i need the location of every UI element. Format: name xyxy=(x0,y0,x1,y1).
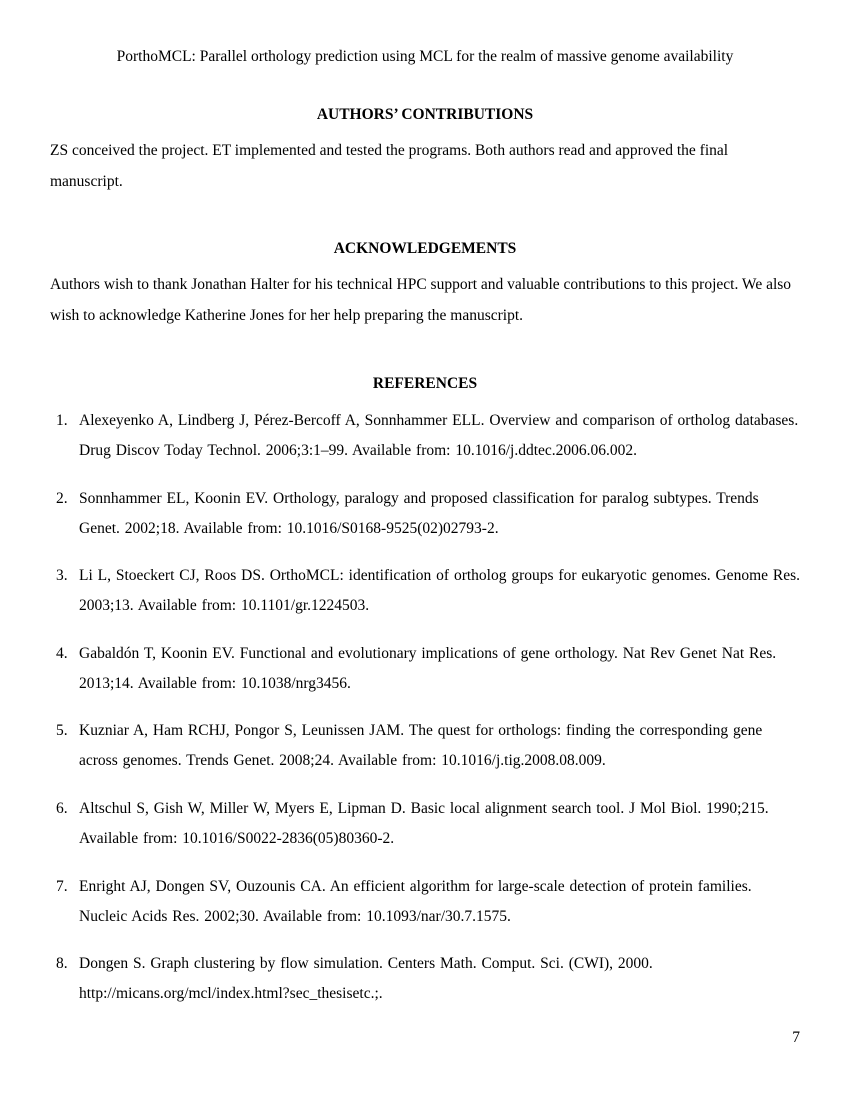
reference-text: Alexeyenko A, Lindberg J, Pérez-Bercoff A, Sonnhammer ELL. Overview and comparison of ortholog databases. Drug Discov Today Technol. 2006;3:1–99. Available from: 10.1016/j.ddtec.2006.06.002. xyxy=(79,412,799,459)
reference-item-1 xyxy=(0,406,850,484)
reference-number: 3. xyxy=(56,567,68,585)
authors-contributions-heading: AUTHORS’ CONTRIBUTIONS xyxy=(316,106,534,123)
reference-number: 5. xyxy=(56,722,68,740)
reference-number: 2. xyxy=(56,489,68,507)
acknowledgements-text: Authors wish to thank Jonathan Halter for his technical HPC support and valuable contributions to this project. We also wish to acknowledge Katherine Jones for her help preparing the manuscript. xyxy=(50,276,792,324)
reference-text: Dongen S. Graph clustering by flow simulation. Centers Math. Comput. Sci. (CWI), 2000. http://micans.org/mcl/index.html?sec_thesisetc.;. xyxy=(79,955,653,1003)
running-header: PorthoMCL: Parallel orthology prediction using MCL for the realm of massive genome availability xyxy=(116,48,734,65)
reference-text: Enright AJ, Dongen SV, Ouzounis CA. An efficient algorithm for large-scale detection of protein families. Nucleic Acids Res. 2002;30. Available from: 10.1093/nar/30.7.1575. xyxy=(79,877,752,925)
reference-item-8 xyxy=(0,949,850,1027)
reference-item-7 xyxy=(0,872,850,950)
reference-number: 6. xyxy=(56,799,68,817)
reference-item-6 xyxy=(0,794,850,872)
reference-number: 1. xyxy=(56,412,68,429)
reference-text: Li L, Stoeckert CJ, Roos DS. OrthoMCL: identification of ortholog groups for eukaryotic genomes. Genome Res. 2003;13. Available from: 10.1101/gr.1224503. xyxy=(79,567,800,615)
reference-list xyxy=(0,406,850,1027)
references-heading: REFERENCES xyxy=(372,375,478,392)
acknowledgements-heading: ACKNOWLEDGEMENTS xyxy=(333,240,517,257)
reference-number: 7. xyxy=(56,877,68,895)
reference-text: Kuzniar A, Ham RCHJ, Pongor S, Leunissen JAM. The quest for orthologs: finding the corresponding gene across genomes. Trends Genet. 2008;24. Available from: 10.1016/j.tig.2008.08.009. xyxy=(79,722,763,770)
reference-text: Sonnhammer EL, Koonin EV. Orthology, paralogy and proposed classification for paralog subtypes. Trends Genet. 2002;18. Available from: 10.1016/S0168-9525(02)02793-2. xyxy=(79,489,759,537)
reference-item-2 xyxy=(0,484,850,562)
page-number: 7 xyxy=(792,1029,800,1046)
reference-text: Gabaldón T, Koonin EV. Functional and evolutionary implications of gene orthology. Nat Rev Genet Nat Res. 2013;14. Available from: 10.1038/nrg3456. xyxy=(79,644,777,692)
reference-number: 8. xyxy=(56,955,68,973)
reference-item-5 xyxy=(0,716,850,794)
reference-text: Altschul S, Gish W, Miller W, Myers E, Lipman D. Basic local alignment search tool. J Mol Biol. 1990;215. Available from: 10.1016/S0022-2836(05)80360-2. xyxy=(79,799,769,847)
reference-item-3 xyxy=(0,561,850,639)
authors-contributions-text: ZS conceived the project. ET implemented and tested the programs. Both authors read and approved the final manuscript. xyxy=(50,142,729,190)
reference-item-4 xyxy=(0,639,850,717)
reference-number: 4. xyxy=(56,644,68,662)
